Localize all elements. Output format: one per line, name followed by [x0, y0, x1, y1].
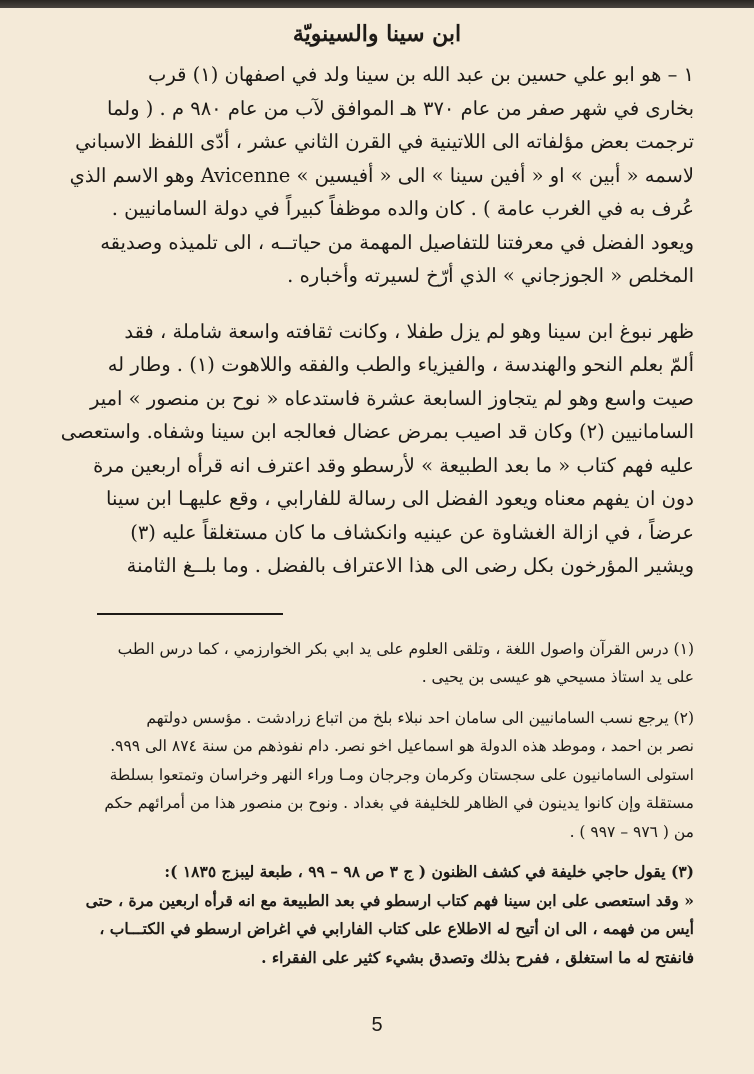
book-page: [60, 14, 694, 1064]
footnote-line: أيس من فهمه ، الى ان أتيح له الاطلاع على كتاب الفارابي في اغراض ارسطو في الكتـــاب ،: [99, 919, 694, 938]
body-line: ظهر نبوغ ابن سينا وهو لم يزل طفلا ، وكانت ثقافته واسعة شاملة ، فقد: [124, 319, 694, 343]
footnote-divider: [97, 613, 283, 615]
body-line: عُرف به في الغرب عامة ) . كان والده موظفاً كبيراً في دولة السامانيين .: [111, 197, 694, 220]
page-top-edge: [0, 0, 754, 8]
footnote-line: من ( ٩٧٦ – ٩٩٧ ) .: [569, 822, 694, 841]
body-line: بخارى في شهر صفر من عام ٣٧٠ هـ الموافق لآب من عام ٩٨٠ م . ( ولما: [106, 96, 694, 120]
footnote-line: (٢) يرجع نسب السامانيين الى سامان احد نبلاء بلخ من اتباع زرادشت . مؤسس دولتهم: [146, 708, 694, 727]
body-line: دون ان يفهم معناه ويعود الفضل الى رسالة للفارابي ، وقع عليهـا ابن سينا: [106, 487, 694, 510]
body-line: السامانيين (٢) وكان قد اصيب بمرض عضال فعالجه ابن سينا وشفاه. واستعصى: [60, 420, 694, 443]
body-line: لاسمه « أبين » او « أفين سينا » الى « أفيسين » Avicenne وهو الاسم الذي: [69, 163, 694, 187]
footnote-line: نصر بن احمد ، وموطد هذه الدولة هو اسماعيل اخو نصر. دام نفوذهم من سنة ٨٧٤ الى ٩٩٩.: [110, 737, 694, 755]
body-line: ألمّ بعلم النحو والهندسة ، والفيزياء والطب والفقه واللاهوت (١) . وطار له: [107, 353, 694, 376]
footnote-line: (٣) يقول حاجي خليفة في كشف الظنون ( ج ٣ ص ٩٨ – ٩٩ ، طبعة ليبزج ١٨٣٥ ):: [164, 862, 694, 881]
body-line: صيت واسع وهو لم يتجاوز السابعة عشرة فاستدعاه « نوح بن منصور » امير: [89, 386, 694, 410]
footnote-3: [60, 858, 694, 972]
body-paragraph-2: [60, 315, 694, 583]
body-line: عليه فهم كتاب « ما بعد الطبيعة » لأرسطو وقد اعترف انه قرأه اربعين مرة: [93, 453, 694, 477]
footnote-2: [60, 704, 694, 847]
footnote-line: على يد استاذ مسيحي هو عيسى بن يحيى .: [421, 668, 694, 686]
body-line: ترجمت بعض مؤلفاته الى اللاتينية في القرن الثاني عشر ، أدّى اللفظ الاسباني: [75, 130, 694, 153]
body-line: ١ – هو ابو علي حسين بن عبد الله بن سينا ولد في اصفهان (١) قرب: [147, 63, 694, 86]
page-number: 5: [371, 1014, 383, 1036]
page-title: ابن سينا والسينويّة: [292, 21, 462, 47]
footnote-line: استولى السامانيون على سجستان وكرمان وجرجان ومـا وراء النهر وخراسان وتمتعوا بسلطة: [109, 765, 694, 784]
body-paragraph-1: [60, 58, 694, 293]
footnote-line: فانفتح له ما استغلق ، ففرح بذلك وتصدق بشيء كثير على الفقراء .: [261, 947, 694, 967]
footnote-line: « وقد استعصى على ابن سينا فهم كتاب ارسطو في بعد الطبيعة مع انه قرأه اربعين مرة ، حتى: [85, 890, 694, 910]
footnote-line: مستقلة وإن كانوا يدينون في الظاهر للخليفة في بغداد . ونوح بن منصور هذا من أمرائهم حكم: [104, 794, 694, 812]
body-line: المخلص « الجوزجاني » الذي أرّخ لسيرته وأخباره .: [287, 264, 694, 287]
body-line: ويشير المؤرخون بكل رضى الى هذا الاعتراف بالفضل . وما بلــغ الثامنة: [126, 554, 694, 577]
footnote-1: [60, 635, 694, 692]
body-line: عرضاً ، في ازالة الغشاوة عن عينيه وانكشاف ما كان مستغلقاً عليه (٣): [130, 520, 694, 544]
footnote-line: (١) درس القرآن واصول اللغة ، وتلقى العلوم على يد ابي بكر الخوارزمي ، كما درس الطب: [117, 639, 694, 658]
body-line: ويعود الفضل في معرفتنا للتفاصيل المهمة من حياتــه ، الى تلميذه وصديقه: [100, 230, 694, 254]
